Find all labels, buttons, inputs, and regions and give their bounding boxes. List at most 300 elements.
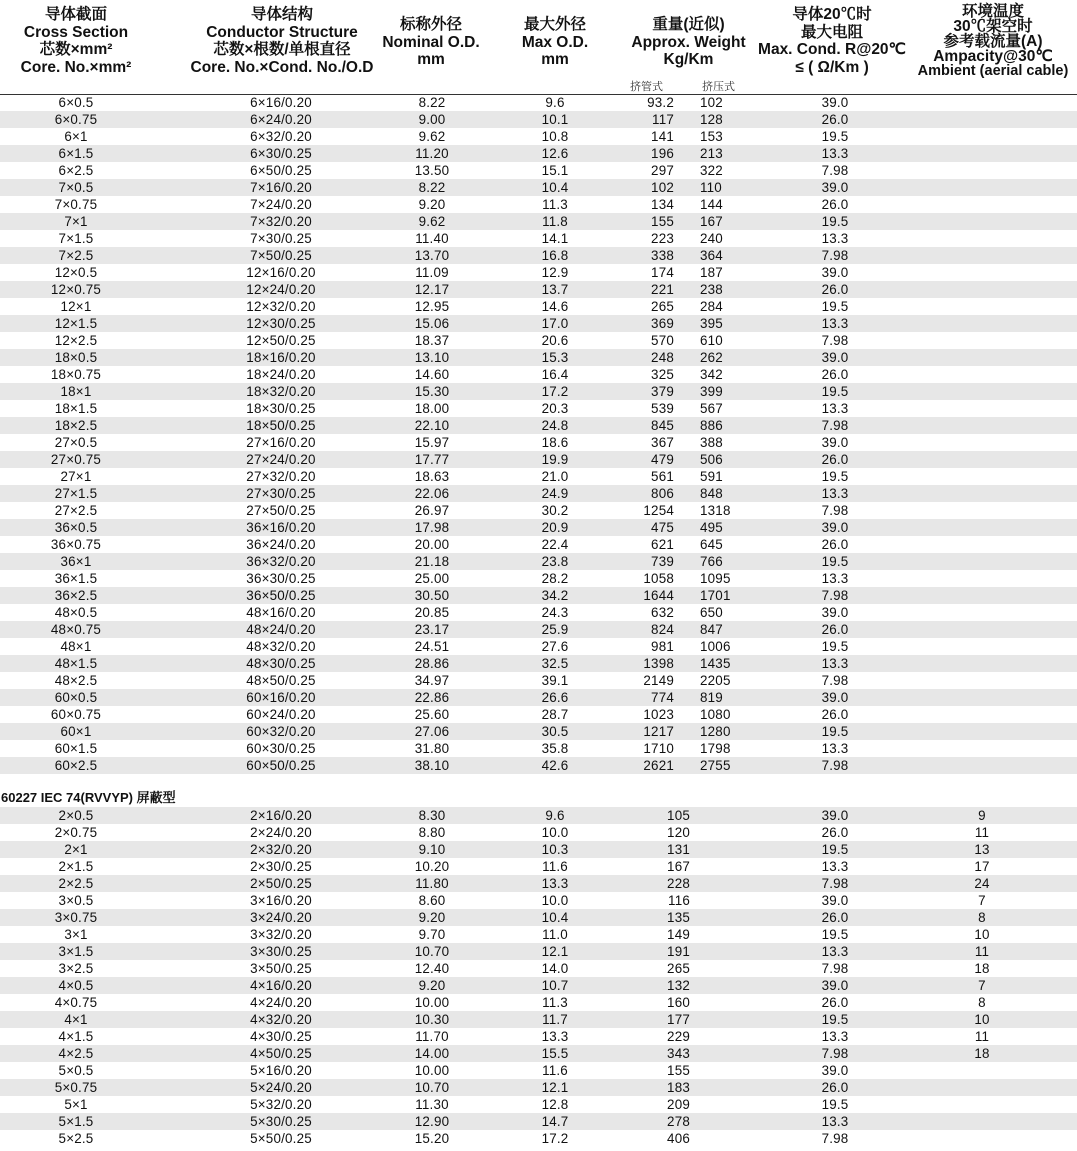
table-row	[0, 315, 1077, 332]
cell-max-od: 14.0	[541, 961, 569, 976]
table-row	[0, 892, 1077, 909]
header-max-od	[500, 16, 610, 69]
cell-max-resistance: 39.0	[821, 605, 849, 620]
header-text: 导体截面	[44, 6, 107, 23]
cell-max-od: 12.6	[541, 146, 569, 161]
cell-core-section: 12×0.5	[54, 265, 98, 280]
table-row	[0, 977, 1077, 994]
cell-core-section: 18×0.75	[50, 367, 102, 382]
cell-core-section: 5×1.5	[58, 1114, 94, 1129]
cell-conductor-structure: 12×32/0.20	[246, 299, 316, 314]
cell-conductor-structure: 5×32/0.20	[250, 1097, 312, 1112]
table-header	[0, 0, 1077, 95]
cell-max-od: 11.7	[542, 1012, 568, 1027]
cell-max-od: 24.3	[541, 605, 569, 620]
cell-approx-weight: 229	[667, 1029, 690, 1044]
cell-max-resistance: 26.0	[821, 537, 849, 552]
cell-weight-extruded-tube: 1058	[643, 571, 674, 586]
cell-weight-extruded-tube: 223	[651, 231, 674, 246]
cell-max-od: 11.3	[542, 197, 568, 212]
cell-max-resistance: 13.3	[821, 231, 849, 246]
cell-max-od: 10.4	[541, 180, 569, 195]
cell-max-resistance: 39.0	[821, 265, 849, 280]
cell-weight-extruded-tube: 824	[651, 622, 674, 637]
cell-core-section: 12×0.75	[50, 282, 102, 297]
header-text: Core. No.×Cond. No./O.D	[190, 58, 374, 76]
table-row	[0, 740, 1077, 757]
cell-weight-extruded-press: 1435	[700, 656, 731, 671]
cell-max-od: 17.2	[541, 1131, 569, 1146]
cell-max-resistance: 7.98	[821, 673, 849, 688]
cell-nominal-od: 12.90	[414, 1114, 450, 1129]
cell-nominal-od: 10.70	[414, 944, 450, 959]
table-row	[0, 638, 1077, 655]
cell-nominal-od: 10.70	[414, 1080, 450, 1095]
cell-nominal-od: 12.17	[414, 282, 450, 297]
cell-core-section: 2×0.5	[58, 808, 94, 823]
cell-conductor-structure: 4×50/0.25	[250, 1046, 312, 1061]
cell-core-section: 2×1.5	[58, 859, 94, 874]
cell-approx-weight: 228	[667, 876, 690, 891]
cell-approx-weight: 116	[668, 893, 690, 908]
table-row	[0, 553, 1077, 570]
cell-weight-extruded-tube: 632	[651, 605, 674, 620]
cell-max-resistance: 19.5	[821, 469, 849, 484]
cell-conductor-structure: 36×16/0.20	[246, 520, 316, 535]
table-row	[0, 757, 1077, 774]
cell-max-od: 13.3	[541, 1029, 569, 1044]
cell-core-section: 6×0.75	[54, 112, 98, 127]
cell-weight-extruded-tube: 174	[651, 265, 674, 280]
cell-ampacity: 17	[974, 859, 990, 874]
cell-max-od: 9.6	[545, 808, 565, 823]
cell-core-section: 60×1.5	[54, 741, 98, 756]
table-row	[0, 264, 1077, 281]
cell-nominal-od: 22.06	[414, 486, 450, 501]
cell-conductor-structure: 7×32/0.20	[250, 214, 312, 229]
cell-max-resistance: 39.0	[821, 520, 849, 535]
cell-weight-extruded-press: 766	[700, 554, 723, 569]
table-row	[0, 672, 1077, 689]
cell-nominal-od: 27.06	[414, 724, 450, 739]
cell-nominal-od: 9.20	[418, 978, 446, 993]
cell-nominal-od: 26.97	[414, 503, 450, 518]
cell-conductor-structure: 2×24/0.20	[250, 825, 312, 840]
cell-max-resistance: 19.5	[821, 1097, 849, 1112]
cell-conductor-structure: 27×50/0.25	[246, 503, 316, 518]
header-cross-section	[0, 6, 152, 76]
cell-nominal-od: 38.10	[414, 758, 450, 773]
cell-max-od: 14.7	[541, 1114, 569, 1129]
cell-weight-extruded-press: 364	[700, 248, 723, 263]
cell-weight-extruded-press: 886	[700, 418, 723, 433]
cell-conductor-structure: 18×30/0.25	[246, 401, 316, 416]
cell-core-section: 4×1.5	[58, 1029, 94, 1044]
cell-max-od: 13.7	[541, 282, 569, 297]
cell-core-section: 5×0.75	[54, 1080, 98, 1095]
cell-max-od: 12.1	[541, 1080, 569, 1095]
cell-conductor-structure: 2×32/0.20	[250, 842, 312, 857]
cell-core-section: 18×1.5	[54, 401, 98, 416]
cell-ampacity: 13	[974, 842, 990, 857]
cell-max-od: 21.0	[541, 469, 569, 484]
cell-conductor-structure: 18×50/0.25	[246, 418, 316, 433]
cell-max-od: 10.0	[541, 893, 569, 908]
cell-conductor-structure: 6×32/0.20	[250, 129, 312, 144]
cell-max-od: 24.9	[541, 486, 569, 501]
cell-max-od: 20.6	[541, 333, 569, 348]
cell-weight-extruded-press: 1798	[700, 741, 731, 756]
cell-weight-extruded-tube: 93.2	[647, 95, 674, 110]
header-text: 参考载流量(A)	[943, 33, 1043, 50]
cell-max-resistance: 13.3	[821, 741, 849, 756]
cell-weight-extruded-press: 399	[700, 384, 723, 399]
cell-max-resistance: 13.3	[821, 486, 849, 501]
cell-conductor-structure: 4×24/0.20	[250, 995, 312, 1010]
cell-conductor-structure: 60×32/0.20	[246, 724, 316, 739]
cell-max-od: 28.2	[541, 571, 569, 586]
cell-max-resistance: 26.0	[821, 1080, 849, 1095]
header-text: Nominal O.D.	[382, 33, 480, 51]
cell-conductor-structure: 2×16/0.20	[250, 808, 312, 823]
table-row	[0, 298, 1077, 315]
header-text: 环境温度	[961, 3, 1024, 20]
table-row	[0, 434, 1077, 451]
cell-core-section: 3×2.5	[58, 961, 94, 976]
cell-max-resistance: 13.3	[821, 944, 849, 959]
cell-weight-extruded-tube: 117	[652, 112, 674, 127]
cell-nominal-od: 8.30	[418, 808, 446, 823]
cell-conductor-structure: 7×30/0.25	[250, 231, 312, 246]
cell-conductor-structure: 36×30/0.25	[246, 571, 316, 586]
cell-core-section: 36×2.5	[54, 588, 98, 603]
cell-max-resistance: 19.5	[821, 639, 849, 654]
cell-conductor-structure: 4×32/0.20	[250, 1012, 312, 1027]
cell-max-od: 15.1	[541, 163, 569, 178]
cell-nominal-od: 15.20	[414, 1131, 450, 1146]
cell-core-section: 4×0.5	[58, 978, 94, 993]
cell-max-resistance: 13.3	[821, 316, 849, 331]
cell-max-resistance: 26.0	[821, 707, 849, 722]
cell-approx-weight: 191	[667, 944, 690, 959]
cell-weight-extruded-press: 567	[700, 401, 723, 416]
cell-nominal-od: 20.00	[414, 537, 450, 552]
header-text: ≤ ( Ω/Km )	[795, 58, 869, 76]
cell-core-section: 7×1.5	[58, 231, 94, 246]
table-row	[0, 179, 1077, 196]
cell-nominal-od: 12.40	[414, 961, 450, 976]
cell-max-od: 11.6	[542, 1063, 568, 1078]
cell-nominal-od: 17.98	[414, 520, 450, 535]
cell-nominal-od: 18.00	[414, 401, 450, 416]
cell-max-resistance: 19.5	[821, 1012, 849, 1027]
cell-ampacity: 7	[978, 978, 986, 993]
cell-ampacity: 11	[974, 1029, 990, 1044]
cell-weight-extruded-tube: 1398	[643, 656, 674, 671]
cell-max-resistance: 19.5	[821, 214, 849, 229]
cell-weight-extruded-tube: 248	[651, 350, 674, 365]
cell-max-resistance: 26.0	[821, 910, 849, 925]
cell-max-resistance: 13.3	[821, 571, 849, 586]
cell-max-resistance: 19.5	[821, 842, 849, 857]
cell-max-od: 26.6	[541, 690, 569, 705]
table-row	[0, 1113, 1077, 1130]
table-row	[0, 213, 1077, 230]
cell-weight-extruded-tube: 1254	[643, 503, 674, 518]
cell-weight-extruded-tube: 539	[651, 401, 674, 416]
header-text: mm	[541, 51, 569, 68]
cell-conductor-structure: 4×16/0.20	[250, 978, 312, 993]
cell-weight-extruded-tube: 297	[651, 163, 674, 178]
cell-max-resistance: 13.3	[821, 656, 849, 671]
cell-ampacity: 11	[974, 944, 990, 959]
table-row	[0, 196, 1077, 213]
cell-core-section: 2×0.75	[54, 825, 98, 840]
table-body-rvvyp	[0, 807, 1077, 1147]
cell-approx-weight: 183	[667, 1080, 690, 1095]
cell-weight-extruded-press: 650	[700, 605, 723, 620]
table-row	[0, 807, 1077, 824]
table-row	[0, 1096, 1077, 1113]
cell-weight-extruded-tube: 1710	[643, 741, 674, 756]
header-text: 芯数×根数/单根直径	[213, 41, 351, 58]
cell-conductor-structure: 5×24/0.20	[250, 1080, 312, 1095]
table-row	[0, 519, 1077, 536]
cell-max-resistance: 13.3	[821, 859, 849, 874]
cell-weight-extruded-press: 167	[700, 214, 723, 229]
cell-nominal-od: 9.10	[418, 842, 446, 857]
header-text: 重量(近似)	[652, 16, 725, 33]
cell-nominal-od: 14.60	[414, 367, 450, 382]
cell-max-od: 13.3	[541, 876, 569, 891]
cell-max-resistance: 26.0	[821, 282, 849, 297]
header-approx-weight	[616, 16, 761, 69]
cell-weight-extruded-press: 240	[700, 231, 723, 246]
cell-max-od: 12.1	[541, 944, 569, 959]
cell-core-section: 12×2.5	[54, 333, 98, 348]
cell-core-section: 6×2.5	[58, 163, 94, 178]
cell-conductor-structure: 6×24/0.20	[250, 112, 312, 127]
cell-core-section: 4×1	[64, 1012, 88, 1027]
cell-core-section: 36×0.75	[50, 537, 102, 552]
cell-max-od: 15.5	[541, 1046, 569, 1061]
cell-conductor-structure: 5×16/0.20	[250, 1063, 312, 1078]
cell-conductor-structure: 18×24/0.20	[246, 367, 316, 382]
table-row	[0, 824, 1077, 841]
cell-core-section: 5×0.5	[58, 1063, 94, 1078]
table-row	[0, 960, 1077, 977]
cell-conductor-structure: 18×16/0.20	[246, 350, 316, 365]
cell-conductor-structure: 3×24/0.20	[250, 910, 312, 925]
cell-conductor-structure: 48×50/0.25	[246, 673, 316, 688]
cell-max-resistance: 26.0	[821, 367, 849, 382]
cell-weight-extruded-tube: 774	[651, 690, 674, 705]
cell-weight-extruded-tube: 981	[651, 639, 674, 654]
cell-core-section: 60×0.75	[50, 707, 102, 722]
cell-conductor-structure: 2×30/0.25	[250, 859, 312, 874]
cell-max-od: 20.3	[541, 401, 569, 416]
table-row	[0, 247, 1077, 264]
cell-core-section: 4×2.5	[58, 1046, 94, 1061]
cell-weight-extruded-tube: 739	[651, 554, 674, 569]
cell-weight-extruded-tube: 806	[651, 486, 674, 501]
cell-approx-weight: 160	[667, 995, 690, 1010]
cell-nominal-od: 9.62	[418, 214, 446, 229]
cell-nominal-od: 22.10	[414, 418, 450, 433]
cell-core-section: 27×1.5	[54, 486, 98, 501]
cell-ampacity: 11	[974, 825, 990, 840]
cell-approx-weight: 120	[667, 825, 690, 840]
cell-weight-extruded-tube: 1644	[643, 588, 674, 603]
cell-max-resistance: 7.98	[821, 248, 849, 263]
cell-core-section: 27×0.5	[54, 435, 98, 450]
cell-weight-extruded-press: 1701	[700, 588, 731, 603]
cell-weight-extruded-press: 495	[700, 520, 723, 535]
cell-nominal-od: 8.80	[418, 825, 446, 840]
cell-max-resistance: 26.0	[821, 197, 849, 212]
cell-max-resistance: 7.98	[821, 333, 849, 348]
cell-core-section: 36×1	[60, 554, 92, 569]
cell-max-od: 12.9	[541, 265, 569, 280]
cell-core-section: 48×1.5	[54, 656, 98, 671]
cell-core-section: 12×1.5	[54, 316, 98, 331]
cell-nominal-od: 25.00	[414, 571, 450, 586]
cell-weight-extruded-tube: 379	[651, 384, 674, 399]
table-row	[0, 281, 1077, 298]
header-text: 芯数×mm²	[39, 41, 113, 58]
cell-max-od: 11.8	[542, 214, 568, 229]
cell-core-section: 18×2.5	[54, 418, 98, 433]
cell-approx-weight: 177	[667, 1012, 690, 1027]
cell-nominal-od: 8.22	[418, 95, 446, 110]
cell-max-od: 11.6	[542, 859, 568, 874]
cell-weight-extruded-press: 262	[700, 350, 723, 365]
cell-weight-extruded-press: 645	[700, 537, 723, 552]
section-title: 60227 IEC 74(RVVYP) 屏蔽型	[1, 790, 176, 805]
cell-nominal-od: 10.30	[414, 1012, 450, 1027]
cell-core-section: 60×2.5	[54, 758, 98, 773]
table-row	[0, 570, 1077, 587]
cell-max-resistance: 26.0	[821, 995, 849, 1010]
cell-weight-extruded-press: 1080	[700, 707, 731, 722]
cell-core-section: 12×1	[60, 299, 92, 314]
cell-max-resistance: 13.3	[821, 1029, 849, 1044]
cell-weight-extruded-press: 2205	[700, 673, 731, 688]
cell-nominal-od: 11.30	[415, 1097, 449, 1112]
cell-core-section: 6×1.5	[58, 146, 94, 161]
cell-conductor-structure: 3×16/0.20	[250, 893, 312, 908]
cell-max-resistance: 7.98	[821, 418, 849, 433]
cell-max-od: 17.2	[541, 384, 569, 399]
cell-max-resistance: 39.0	[821, 690, 849, 705]
cell-max-resistance: 39.0	[821, 95, 849, 110]
cell-weight-extruded-tube: 338	[651, 248, 674, 263]
cell-max-od: 17.0	[541, 316, 569, 331]
cell-nominal-od: 28.86	[414, 656, 450, 671]
cell-core-section: 5×1	[64, 1097, 88, 1112]
cell-weight-extruded-tube: 570	[651, 333, 674, 348]
cell-max-resistance: 19.5	[821, 384, 849, 399]
cell-approx-weight: 406	[667, 1131, 690, 1146]
cell-max-resistance: 26.0	[821, 825, 849, 840]
cell-core-section: 7×0.5	[58, 180, 94, 195]
cell-conductor-structure: 36×50/0.25	[246, 588, 316, 603]
cell-nominal-od: 30.50	[414, 588, 450, 603]
cell-weight-extruded-tube: 621	[651, 537, 674, 552]
cell-nominal-od: 11.80	[415, 876, 449, 891]
cell-approx-weight: 167	[667, 859, 690, 874]
header-text: Cross Section	[23, 23, 129, 41]
cell-weight-extruded-tube: 369	[651, 316, 674, 331]
cell-approx-weight: 265	[667, 961, 690, 976]
table-row	[0, 383, 1077, 400]
cell-max-od: 34.2	[541, 588, 569, 603]
table-row	[0, 1062, 1077, 1079]
cell-nominal-od: 9.00	[418, 112, 446, 127]
cell-nominal-od: 23.17	[414, 622, 450, 637]
table-row	[0, 332, 1077, 349]
table-row	[0, 723, 1077, 740]
cell-weight-extruded-press: 342	[700, 367, 723, 382]
cell-max-resistance: 39.0	[821, 1063, 849, 1078]
cell-core-section: 48×0.5	[54, 605, 98, 620]
cell-weight-extruded-tube: 265	[651, 299, 674, 314]
cell-nominal-od: 11.09	[415, 265, 449, 280]
cell-max-resistance: 39.0	[821, 350, 849, 365]
cell-max-resistance: 7.98	[821, 163, 849, 178]
cell-conductor-structure: 48×24/0.20	[246, 622, 316, 637]
cell-nominal-od: 11.20	[415, 146, 449, 161]
table-row	[0, 468, 1077, 485]
cell-max-od: 9.6	[545, 95, 565, 110]
header-text: 30℃架空时	[953, 18, 1033, 35]
cell-core-section: 36×0.5	[54, 520, 98, 535]
table-row	[0, 230, 1077, 247]
cell-max-od: 10.3	[541, 842, 569, 857]
table-row	[0, 111, 1077, 128]
table-row	[0, 502, 1077, 519]
header-text: Ambient	[917, 63, 976, 79]
header-text: Kg/Km	[663, 51, 714, 68]
cell-weight-extruded-press: 153	[700, 129, 723, 144]
table-row	[0, 604, 1077, 621]
cell-nominal-od: 13.50	[414, 163, 450, 178]
cell-conductor-structure: 60×50/0.25	[246, 758, 316, 773]
cell-nominal-od: 10.00	[414, 1063, 450, 1078]
cell-core-section: 36×1.5	[54, 571, 98, 586]
header-text	[915, 64, 1071, 79]
table-row	[0, 841, 1077, 858]
cell-weight-extruded-press: 847	[700, 622, 723, 637]
cell-weight-extruded-press: 128	[700, 112, 723, 127]
table-row	[0, 94, 1077, 111]
table-row	[0, 417, 1077, 434]
cell-max-resistance: 39.0	[821, 808, 849, 823]
header-text: Conductor Structure	[206, 23, 358, 41]
cell-max-od: 24.8	[541, 418, 569, 433]
cell-conductor-structure: 60×24/0.20	[246, 707, 316, 722]
cell-conductor-structure: 60×30/0.25	[246, 741, 316, 756]
cell-nominal-od: 15.97	[414, 435, 450, 450]
cell-nominal-od: 9.20	[418, 197, 446, 212]
cell-nominal-od: 12.95	[414, 299, 450, 314]
cell-conductor-structure: 60×16/0.20	[246, 690, 316, 705]
cell-core-section: 60×0.5	[54, 690, 98, 705]
cell-weight-extruded-tube: 196	[651, 146, 674, 161]
cell-core-section: 27×2.5	[54, 503, 98, 518]
cell-core-section: 7×1	[64, 214, 88, 229]
cell-conductor-structure: 2×50/0.25	[250, 876, 312, 891]
